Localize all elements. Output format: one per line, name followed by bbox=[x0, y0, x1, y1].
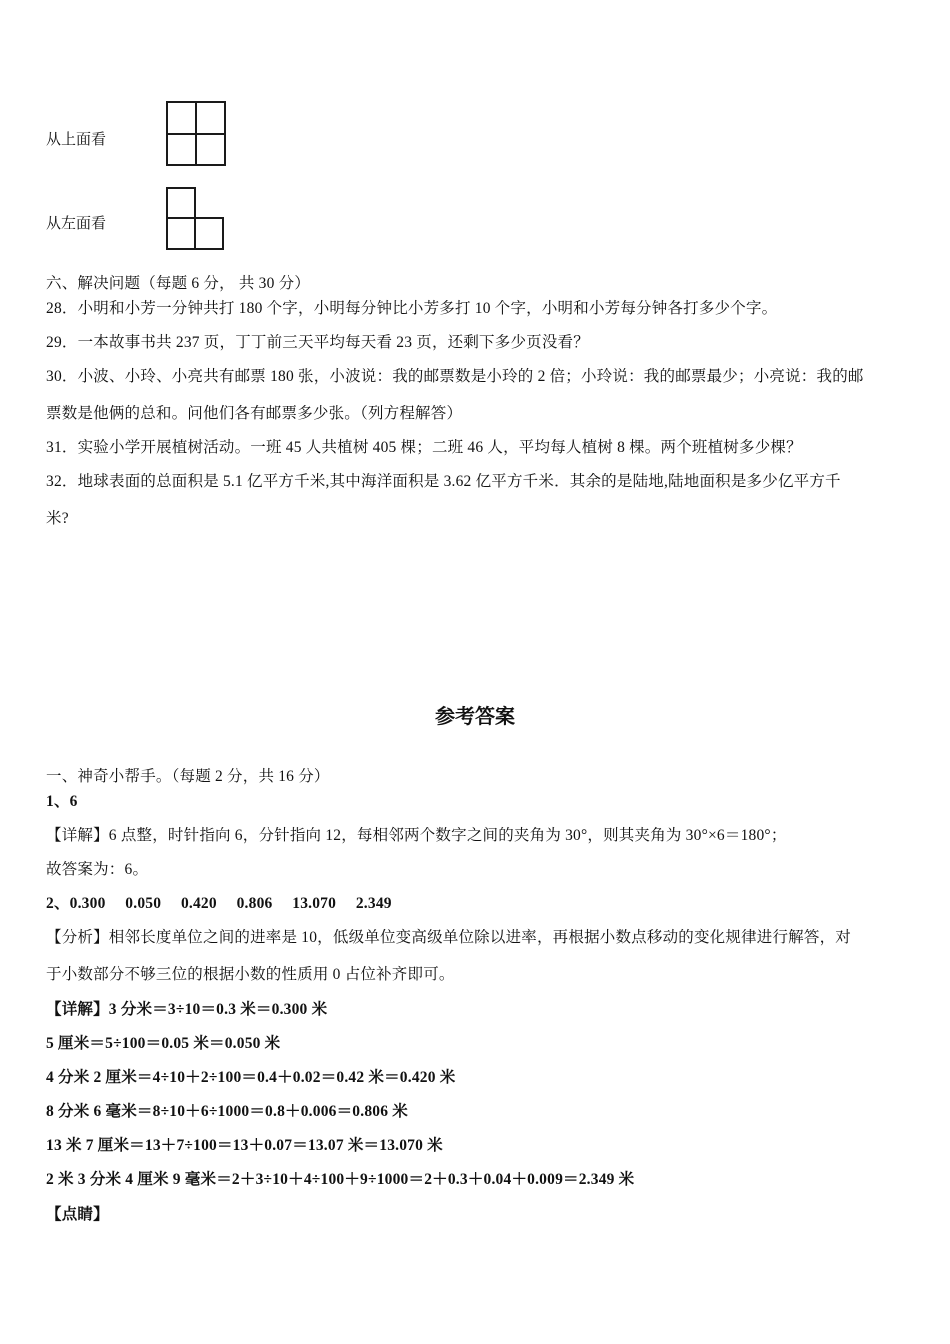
left-view-label: 从左面看 bbox=[46, 214, 107, 232]
answer-line: 【详解】6 点整，时针指向 6，分针指向 12，每相邻两个数字之间的夹角为 30°，则其夹角为 30°×6＝180°； bbox=[46, 827, 787, 844]
question-31: 31．实验小学开展植树活动。一班 45 人共植树 405 棵；二班 46 人，平均每人植树 8 棵。两个班植树多少棵？ bbox=[46, 439, 802, 456]
top-view-label: 从上面看 bbox=[46, 130, 107, 148]
answer-line: 5 厘米＝5÷100＝0.05 米＝0.050 米 bbox=[46, 1035, 281, 1052]
left-view-figure bbox=[166, 187, 224, 250]
answer-line: 13 米 7 厘米＝13＋7÷100＝13＋0.07＝13.07 米＝13.070 米 bbox=[46, 1137, 443, 1154]
question-30: 30．小波、小玲、小亮共有邮票 180 张，小波说：我的邮票数是小玲的 2 倍；小玲说：我的邮票最少；小亮说：我的邮 bbox=[46, 368, 864, 385]
answer-line: 故答案为：6。 bbox=[46, 861, 149, 878]
answer-line: 【点睛】 bbox=[46, 1206, 109, 1223]
question-29: 29．一本故事书共 237 页，丁丁前三天平均每天看 23 页，还剩下多少页没看？ bbox=[46, 334, 589, 351]
answer-line: 1、6 bbox=[46, 793, 78, 810]
answer-line: 8 分米 6 毫米＝8÷10＋6÷1000＝0.8＋0.006＝0.806 米 bbox=[46, 1103, 408, 1120]
answer-line: 2、0.300 0.050 0.420 0.806 13.070 2.349 bbox=[46, 895, 392, 912]
question-28: 28．小明和小芳一分钟共打 180 个字，小明每分钟比小芳多打 10 个字，小明和小芳每分钟各打多少个字。 bbox=[46, 300, 778, 317]
question-32: 32．地球表面的总面积是 5.1 亿平方千米,其中海洋面积是 3.62 亿平方千米．其余的是陆地,陆地面积是多少亿平方千 bbox=[46, 473, 841, 490]
top-view-figure bbox=[166, 101, 226, 166]
answers-title: 参考答案 bbox=[435, 704, 515, 728]
section-heading: 六、解决问题（每题 6 分， 共 30 分） bbox=[46, 275, 311, 292]
question-32-cont: 米? bbox=[46, 510, 69, 527]
question-30-cont: 票数是他俩的总和。问他们各有邮票多少张。（列方程解答） bbox=[46, 405, 463, 422]
answer-line: 4 分米 2 厘米＝4÷10＋2÷100＝0.4＋0.02＝0.42 米＝0.420 米 bbox=[46, 1069, 456, 1086]
answer-line: 于小数部分不够三位的根据小数的性质用 0 占位补齐即可。 bbox=[46, 966, 455, 983]
answer-line: 2 米 3 分米 4 厘米 9 毫米＝2＋3÷10＋4÷100＋9÷1000＝2＋0.3＋0.04＋0.009＝2.349 米 bbox=[46, 1171, 635, 1188]
answer-line: 【分析】相邻长度单位之间的进率是 10，低级单位变高级单位除以进率，再根据小数点移动的变化规律进行解答，对 bbox=[46, 929, 851, 946]
answers-section-heading: 一、神奇小帮手。（每题 2 分，共 16 分） bbox=[46, 768, 330, 785]
answer-line: 【详解】3 分米＝3÷10＝0.3 米＝0.300 米 bbox=[46, 1001, 328, 1018]
